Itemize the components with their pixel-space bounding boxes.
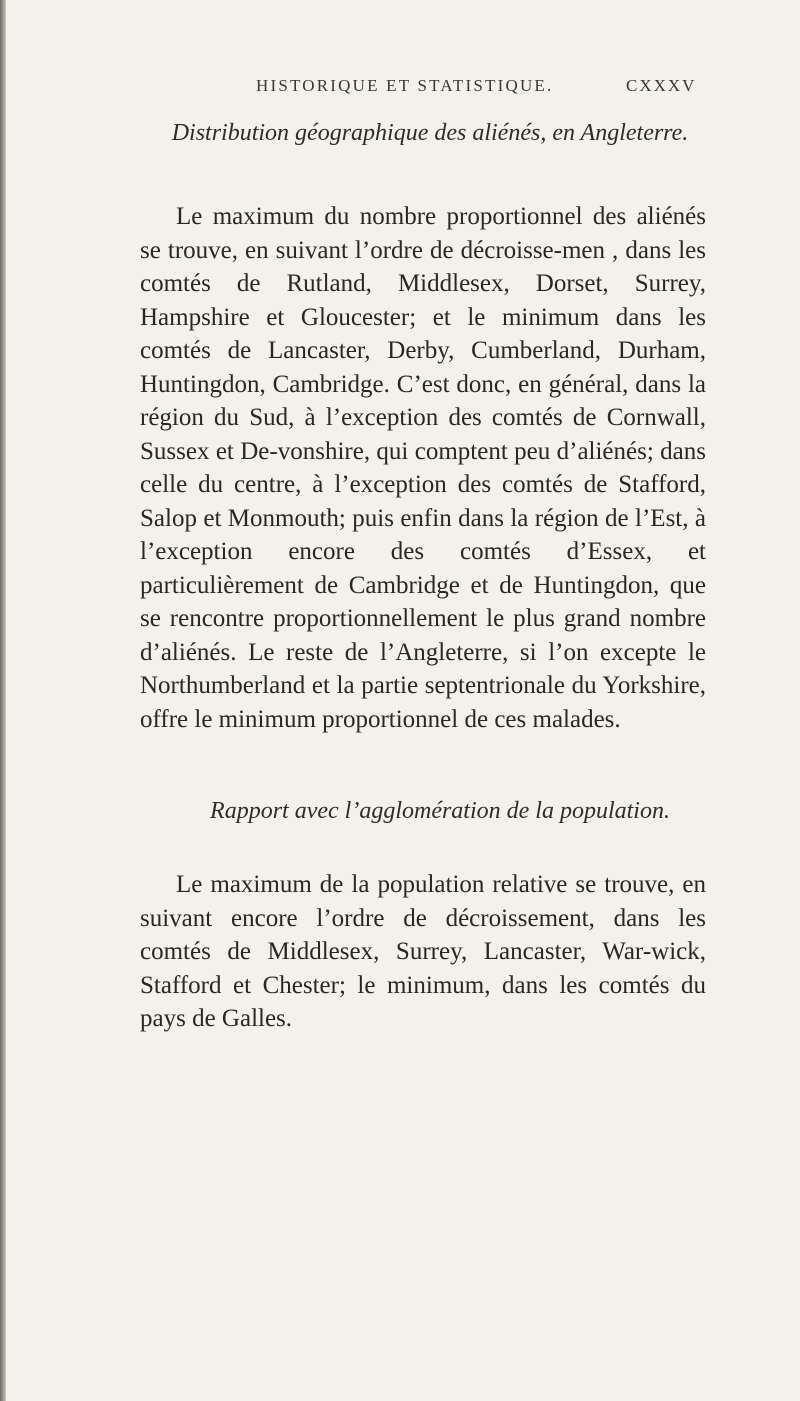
page-binding-edge bbox=[0, 0, 6, 1401]
page-number: CXXXV bbox=[626, 76, 697, 95]
section-title-agglomeration: Rapport avec l’agglomération de la population. bbox=[210, 798, 670, 824]
paragraph-agglomeration: Le maximum de la population relative se trouve, en suivant encore l’ordre de décroissement, dans les comtés de Middlesex, Surrey, Lancaster, War-wick, Stafford et Chester; le minimum, dans les comtés du pays de Galles. bbox=[140, 871, 706, 1032]
section-title-distribution: Distribution géographique des aliénés, en Angleterre. bbox=[171, 120, 689, 146]
paragraph-distribution: Le maximum du nombre proportionnel des aliénés se trouve, en suivant l’ordre de décroisse-men , dans les comtés de Rutland, Middlesex, Dorset, Surrey, Hampshire et Gloucester; et le minimum dans les comtés de Lancaster, Derby, Cumberland, Durham, Huntingdon, Cambridge. C’est donc, en général, dans la région du Sud, à l’exception des comtés de Cornwall, Sussex et De-vonshire, qui comptent peu d’aliénés; dans celle du centre, à l’exception des comtés de Stafford, Salop et Monmouth; puis enfin dans la région de l’Est, à l’exception encore des comtés d’Essex, et particulièrement de Cambridge et de Huntingdon, que se rencontre proportionnellement le plus grand nombre d’aliénés. Le reste de l’Angleterre, si l’on excepte le Northumberland et la partie septentrionale du Yorkshire, offre le minimum proportionnel de ces malades. bbox=[140, 203, 706, 733]
running-head: HISTORIQUE ET STATISTIQUE. bbox=[256, 76, 554, 95]
